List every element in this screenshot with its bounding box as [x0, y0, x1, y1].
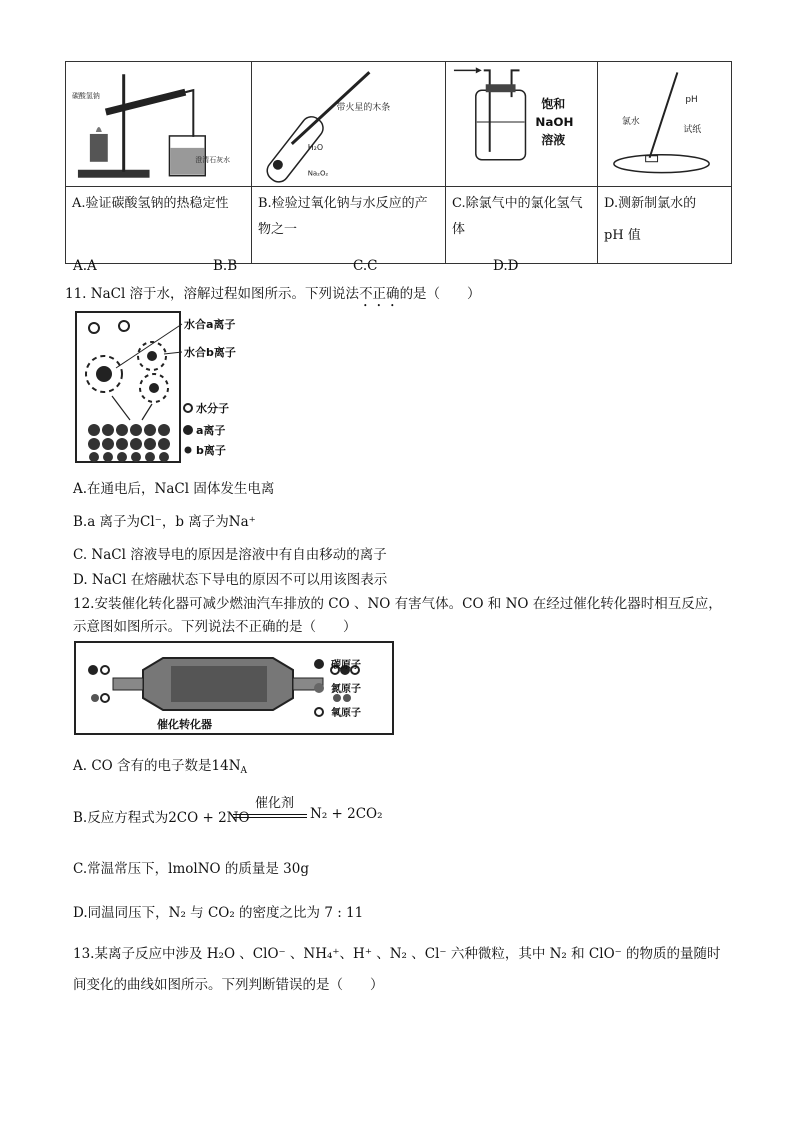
- q11-stem-emph: 不正确: [359, 286, 400, 302]
- caption-d-2: pH 值: [604, 228, 641, 243]
- q12-option-b-equals: [233, 814, 307, 818]
- q10-choice-d[interactable]: D.D: [493, 258, 519, 274]
- q10-choice-a[interactable]: A.A: [73, 258, 97, 274]
- label-chlorine-water: 氯水: [621, 117, 640, 127]
- label-nitrogen-atom: 氮原子: [331, 684, 361, 695]
- label-sodium-bicarbonate: 碳酸氢钠: [71, 92, 100, 101]
- label-catalytic-converter: 催化转化器: [157, 718, 212, 731]
- q12-option-b-pre: B.反应方程式为2CO + 2NO: [73, 810, 250, 826]
- ph-test-figure: [598, 62, 731, 186]
- q11-stem-post: 的是（ ）: [399, 286, 481, 302]
- label-ph: pH: [685, 95, 698, 106]
- label-sodium-peroxide: Na₂O₂: [307, 169, 329, 178]
- caption-d: D.测新制氯水的: [604, 196, 697, 211]
- q12-option-d[interactable]: D.同温同压下，N₂ 与 CO₂ 的密度之比为 7 : 11: [73, 905, 364, 921]
- label-hydrated-a-ion: 水合a离子: [184, 318, 236, 331]
- label-saturated: 饱和: [541, 97, 566, 112]
- dissolution-diagram: [72, 308, 262, 470]
- dissolution-figure: [72, 308, 262, 470]
- caption-b: B.检验过氧化钠与水反应的产物之一: [258, 196, 428, 237]
- heating-apparatus-figure: [66, 62, 251, 186]
- q12-option-a-sub: A: [240, 766, 248, 776]
- q12-option-a-text: A. CO 含有的电子数是14N: [73, 758, 241, 774]
- q12-stem-line1: 12.安装催化转化器可减少燃油汽车排放的 CO 、NO 有害气体。CO 和 NO 在经过催化转化器时相互反应，: [73, 596, 722, 612]
- q12-option-b-catalyst: 催化剂: [255, 796, 295, 811]
- label-glowing-splint: 带火星的木条: [336, 103, 391, 114]
- catalytic-converter-diagram: [73, 640, 395, 736]
- q11-option-c[interactable]: C. NaCl 溶液导电的原因是溶液中有自由移动的离子: [73, 547, 387, 563]
- q11-option-d[interactable]: D. NaCl 在熔融状态下导电的原因不可以用该图表示: [73, 572, 388, 588]
- catalytic-converter-figure: [73, 640, 395, 736]
- label-b-ion: b离子: [196, 444, 226, 457]
- label-naoh: NaOH: [535, 114, 574, 129]
- apparatus-b-cell: [252, 62, 446, 187]
- apparatus-d-cell: [598, 62, 732, 187]
- q12-stem-line2: 示意图如图所示。下列说法不正确的是（ ）: [73, 619, 357, 635]
- label-test-paper: 试纸: [683, 124, 702, 135]
- experiment-table: [65, 61, 732, 264]
- apparatus-a-cell: [66, 62, 252, 187]
- q11-stem: [65, 282, 481, 310]
- label-oxygen-atom: 氧原子: [331, 708, 361, 719]
- q11-option-b[interactable]: B.a 离子为Cl⁻，b 离子为Na⁺: [73, 514, 256, 530]
- q10-choice-b[interactable]: B.B: [213, 258, 238, 274]
- label-limewater: 澄清石灰水: [195, 155, 231, 164]
- label-water: H₂O: [307, 142, 324, 152]
- caption-c: C.除氯气中的氯化氢气体: [452, 196, 583, 237]
- q12-option-b-post: N₂ + 2CO₂: [310, 806, 383, 822]
- q11-stem-pre: 11. NaCl 溶于水，溶解过程如图所示。下列说法: [65, 286, 360, 302]
- label-hydrated-b-ion: 水合b离子: [184, 346, 236, 359]
- q13-stem-line2: 间变化的曲线如图所示。下列判断错误的是（ ）: [73, 977, 384, 993]
- gas-washing-bottle-figure: [446, 62, 597, 186]
- q11-option-a[interactable]: A.在通电后，NaCl 固体发生电离: [73, 481, 275, 497]
- label-a-ion: a离子: [196, 424, 226, 437]
- label-solution: 溶液: [541, 132, 566, 147]
- q12-option-a[interactable]: [73, 754, 247, 776]
- apparatus-c-cell: [446, 62, 598, 187]
- q12-option-c[interactable]: C.常温常压下，lmolNO 的质量是 30g: [73, 861, 309, 877]
- caption-a: A.验证碳酸氢钠的热稳定性: [72, 196, 229, 211]
- label-water-molecule: 水分子: [196, 402, 229, 415]
- q13-stem-line1: 13.某离子反应中涉及 H₂O 、ClO⁻ 、NH₄⁺、H⁺ 、N₂ 、Cl⁻ 六种微粒，其中 N₂ 和 ClO⁻ 的物质的量随时: [73, 946, 721, 962]
- test-tube-figure: [252, 62, 445, 186]
- label-carbon-atom: 碳原子: [331, 660, 361, 671]
- q10-choice-c[interactable]: C.C: [353, 258, 378, 274]
